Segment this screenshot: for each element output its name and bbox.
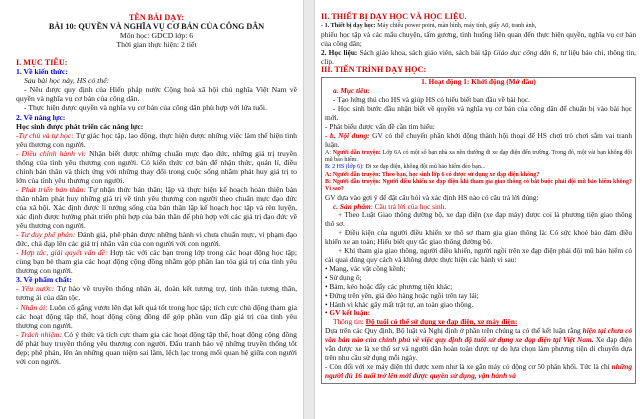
text-run: • Hành vi khác gây mất trật tự, an toàn giao thông. xyxy=(325,299,474,309)
text-run: c. Sản phẩm xyxy=(333,201,371,211)
text-run: 3. Về phẩm chất: xyxy=(16,275,72,285)
paragraph xyxy=(321,31,636,49)
text-run: a. Mục tiêu: xyxy=(333,86,370,96)
text-run: phiếu học tập và các mẩu chuyện, tấm gương, tình huống liên quan đến thực hiện quyền, nghĩa vụ cơ bản của công dân; xyxy=(321,29,636,48)
text-run: TÊN BÀI DẠY: xyxy=(128,13,185,22)
text-run: Tự hào về truyền thống nhân ái, đoàn kết tương trợ, tinh thần tương thân, tương ái của dân tộc. xyxy=(16,284,298,303)
text-run: Sau bài học này, HS có thể: xyxy=(24,76,110,86)
text-run: B: Người dẫn truyện: Người điều khiển xe đạp điện khi tham gia giao thông có bắt buộc phải đội mũ bảo hiểm không? Vì sao? xyxy=(325,178,632,193)
text-run: - Nhân ái: xyxy=(16,302,48,312)
text-run: A: Người dẫn truyện: Theo bạn, học sinh lớp 6 có được sử dụng xe đạp điện không? xyxy=(325,171,540,178)
text-run: Lớp 6A có một số bạn nhà xa nên thường đi xe đạp điện đến trường. Trong đó, một vài bạn không đội mũ bảo hiểm. xyxy=(325,149,632,163)
text-run: Dựa trên các Quy định, Bộ luật và Nghị định ở phần trên chúng ta có thể kết luận rằng xyxy=(325,326,583,336)
text-run: - b. Nội dung: xyxy=(325,130,370,140)
text-run: hiện tại chưa có văn bản nào của chính phủ về việc quy định độ tuổi sử dụng xe đạp điện tại Việt Nam. xyxy=(325,326,632,345)
paragraph xyxy=(16,67,297,76)
text-run: GV có thể chuyển phần khởi động thành hội thoại để HS chơi trò chơi sắm vai tranh luận. xyxy=(325,130,633,149)
text-run: Môn học: GDCD lớp: 6 xyxy=(119,31,194,41)
paragraph xyxy=(16,284,297,302)
text-run: GV dựa vào gợi ý để đặt câu hỏi và xác định HS nào có câu trả lời đúng: xyxy=(325,192,539,202)
text-run: những người đủ 16 tuổi trở lên mới được quyền sử dụng, vận hành và xyxy=(325,361,632,380)
paragraph xyxy=(16,131,297,149)
paragraph xyxy=(16,303,297,330)
paragraph xyxy=(16,49,297,58)
text-run: II. THIẾT BỊ DẠY HỌC VÀ HỌC LIỆU. xyxy=(321,12,467,21)
text-run: - Còn đối với xe máy điện thì được xem như là xe gắn máy có động cơ 50 phân khối. Tức là chỉ xyxy=(325,361,612,371)
paragraph xyxy=(325,179,632,194)
text-run: Hợp tác với các bạn trong lớp trong các hoạt động học tập; cùng bạn bè tham gia các hoạt động cộng đồng nhằm góp phần lan tỏa giá trị của tình yêu thương con người. xyxy=(16,248,297,276)
text-run: Người dẫn truyện: xyxy=(332,149,381,156)
text-run: Có ý thức và tích cực tham gia các hoạt động tập thể, hoạt động cộng đồng để phát huy truyền thống yêu thương con người. Đấu tranh bảo vệ những truyền thống tốt đẹp; phê phán, lên án những quan niệm sai lầm, lệch lạc trong mối quan hệ giữa con người với con người. xyxy=(16,329,297,366)
paragraph xyxy=(16,185,297,230)
text-run: BÀI 10: QUYỀN VÀ NGHĨA VỤ CƠ BẢN CỦA CÔNG DÂN xyxy=(48,22,265,32)
text-run: - Tư duy phê phán: xyxy=(16,230,76,240)
paragraph xyxy=(325,132,632,150)
text-run: Tự giác học tập, lao động, thực hiện được những việc làm thể hiện tình yêu thương con người. xyxy=(16,130,298,149)
paragraph xyxy=(325,327,632,363)
paragraph xyxy=(16,149,297,185)
paragraph xyxy=(16,230,297,248)
text-run: • xyxy=(325,308,330,318)
paragraph xyxy=(325,265,632,274)
text-run: - Học sinh bước đầu nhận biết về quyền và nghĩa vụ cơ bản của công dân để chuẩn bị vào bài học mới. xyxy=(325,104,632,122)
text-run: Thông tin: xyxy=(333,317,366,327)
text-run: • Mang, vác vật cồng kềnh; xyxy=(325,263,406,273)
paragraph xyxy=(16,76,297,85)
text-run xyxy=(16,49,18,58)
page-left xyxy=(0,0,303,419)
text-run: A: xyxy=(325,149,333,156)
text-run: Luôn cố gắng vươn lên đạt kết quả tốt trong học tập; tích cực chủ động tham gia các hoạt động tập thể, hoạt động cộng đồng để góp phần vun đắp giá trị của tình yêu thương con người. xyxy=(16,302,297,330)
paragraph xyxy=(16,85,297,103)
text-run: Nhận biết được những chuẩn mực đạo đức, những giá trị truyền thống của tình yêu thương con người. Có kiến thức cơ bản để nhận thức, quản lí, điều chỉnh bản thân và thích ứng với những thay đổi trong cuộc sống nhằm phát huy giá trị to lớn của tình yêu thương con người. xyxy=(16,148,297,185)
text-run: • Bám, kéo hoặc đẩy các phương tiện khác; xyxy=(325,281,453,291)
page-right xyxy=(315,0,640,419)
paragraph xyxy=(325,229,632,247)
text-run: 1. Về kiến thức: xyxy=(16,67,68,77)
text-run: Tự nhận thức bản thân; lập và thực hiện kế hoạch hoàn thiện bản thân nhằm phát huy những giá trị về tình yêu thương con người theo chuẩn mực đạo đức của xã hội. Xác định được lí tưởng sống của bản thân lập kế hoạch học tập và rèn luyện, xác định được hướng phát triển phù hợp của bản thân để phù hợp với các giá trị đạo đức về yêu thương con người. xyxy=(16,184,297,231)
text-run: - Thực hiện được quyền và nghĩa vụ cơ bản của công dân phù hợp với lứa tuổi. xyxy=(24,103,267,113)
text-run: • Đứng trên yên, giá đèo hàng hoặc ngồi trên tay lái; xyxy=(325,290,479,300)
text-run: 2. Về năng lực: xyxy=(16,112,66,122)
text-run: - Phát biểu được vấn đề cần tìm hiểu: xyxy=(325,121,435,131)
text-run: Độ tuổi có thể sử dụng xe đạp điện, xe máy điện: xyxy=(365,317,518,327)
text-run: + Khi tham gia giao thông, người điều khiển, người ngồi trên xe đạp điện phải đội mũ bảo hiểm có cài quai đúng quy cách và không được thực hiện các hành vi sau: xyxy=(325,246,632,264)
activity-box xyxy=(321,77,636,383)
text-run: B: 2 HS (lớp 6): xyxy=(325,164,364,171)
text-run: 2. Học liệu: xyxy=(321,47,360,57)
text-run: Đánh giá, phê phán được những hành vi chưa chuẩn mực, vi phạm đạo đức, chà đạp lên các giá trị nhân văn của con người với con người. xyxy=(16,230,297,249)
text-run: - Tạo hứng thú cho HS và giúp HS có hiểu biết ban đầu về bài học. xyxy=(333,95,530,105)
paragraph xyxy=(321,66,636,75)
text-run: - Hợp tác, giải quyết vấn đề: xyxy=(16,248,108,258)
paragraph xyxy=(16,13,297,22)
text-run: • Sử dụng ô; xyxy=(325,272,362,282)
paragraph xyxy=(325,164,632,171)
text-run: - Phát triển bản thân: xyxy=(16,184,86,194)
text-run: - 1. Thiết bị dạy học: xyxy=(321,21,378,29)
text-run: Học sinh được phát triển các năng lực: xyxy=(16,121,144,131)
text-run: 1. Hoạt động 1: Khởi động (Mở đầu) xyxy=(421,77,536,87)
paragraph xyxy=(325,301,632,310)
text-run: -Tự chủ và tự học: xyxy=(16,130,74,140)
paragraph xyxy=(16,122,297,131)
paragraph xyxy=(325,105,632,123)
paragraph xyxy=(16,275,297,284)
paragraph xyxy=(16,58,297,67)
text-run: , tư liệu báo chí, thông tin, clip. xyxy=(321,47,636,66)
paragraph xyxy=(325,78,632,87)
text-run: - Yêu nước: xyxy=(16,284,55,294)
paragraph xyxy=(16,103,297,112)
paragraph xyxy=(16,40,297,49)
text-run: Sách giáo khoa, sách giáo viên, sách bài tập xyxy=(359,47,494,57)
paragraph xyxy=(325,211,632,229)
text-run: Xe đạp điện vẫn được xe là xe thô sơ và người dân hoàn toàn được tự do lựa chọn làm phương tiện di chuyển dựa trên nhu cầu sử dụng mỗi ngày. xyxy=(325,335,632,362)
paragraph xyxy=(321,13,636,22)
paragraph xyxy=(325,363,632,381)
text-run: + Điều kiện của người điều khiển xe thô sơ tham gia giao thông là: Có sức khoẻ bảo đảm điều khiển xe an toàn; Hiểu biết quy tắc giao thông đường bộ. xyxy=(325,228,632,247)
paragraph xyxy=(16,22,297,31)
paragraph xyxy=(16,31,297,40)
paragraph xyxy=(16,248,297,275)
text-run: + Theo Luật Giao thông đường bộ, xe đạp điện (xe đạp máy) được coi là phương tiện giao thông thô sơ. xyxy=(325,210,632,229)
section-equipment-and-materials xyxy=(321,13,636,75)
text-run: Giáo dục công dân 6 xyxy=(493,47,557,57)
text-run: Thời gian thực hiện: 2 tiết xyxy=(116,40,197,50)
paragraph xyxy=(325,247,632,265)
paragraph xyxy=(325,150,632,165)
paragraph xyxy=(325,172,632,179)
text-run: - Nêu được quy định của Hiến pháp nước Cộng hoà xã hội chủ nghĩa Việt Nam về quyền và nghĩa vụ cơ bản của công dân. xyxy=(16,85,297,104)
text-run: - Điều chỉnh hành vi: xyxy=(16,148,87,158)
text-run: III. TIẾN TRÌNH DẠY HỌC: xyxy=(321,65,427,75)
paragraph xyxy=(16,330,297,366)
text-run: : Câu trả lời của học sinh. xyxy=(370,201,447,211)
text-run: Đi xe đạp điện, không đội mũ bảo hiểm đèo bạn... xyxy=(363,164,486,171)
paragraph xyxy=(16,113,297,122)
paragraph xyxy=(321,49,636,67)
text-run: - Trách nhiệm: xyxy=(16,329,63,339)
text-run: Máy chiếu power point, màn hình, máy tính, giấy A0, tranh ảnh, xyxy=(377,21,537,29)
text-run: GV kết luận: xyxy=(329,308,371,318)
page-gap xyxy=(303,0,315,419)
text-run: I. MỤC TIÊU: xyxy=(16,58,68,68)
